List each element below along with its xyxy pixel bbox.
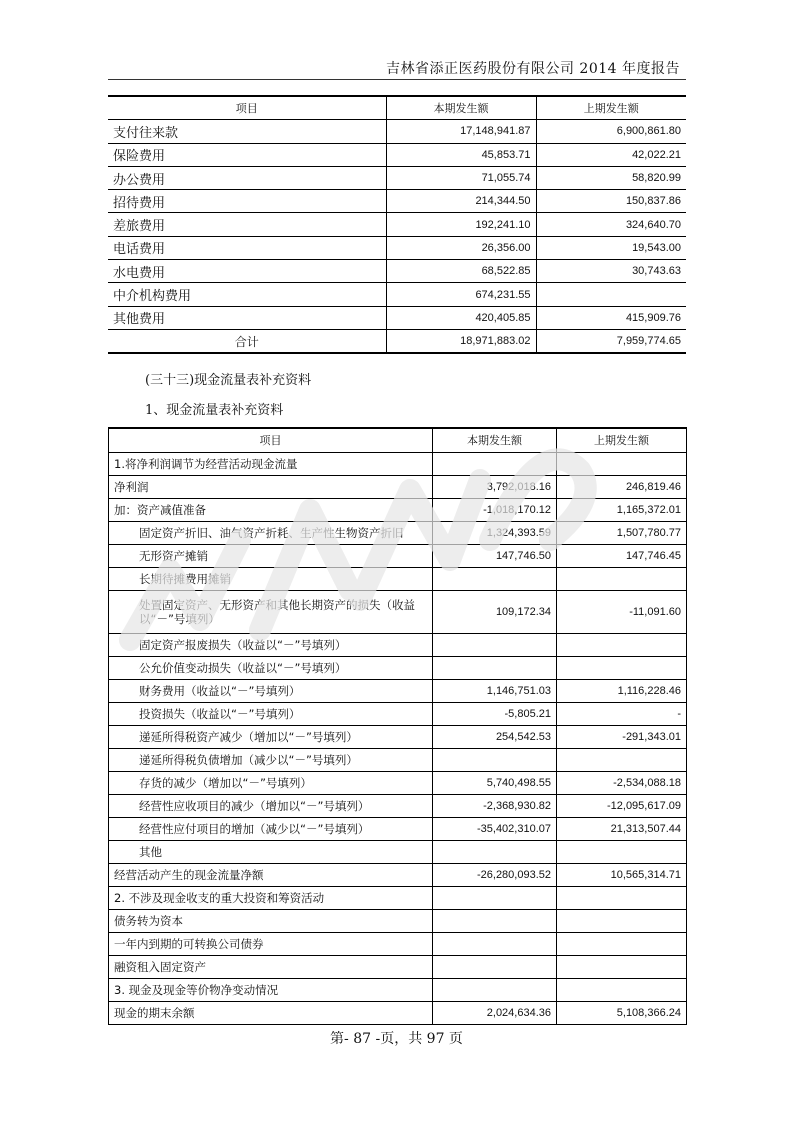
table-row	[109, 567, 687, 590]
row-current: 1,324,393.59	[433, 521, 557, 544]
cash-flow-supplement-table	[108, 427, 687, 1025]
row-label: 水电费用	[108, 260, 386, 283]
row-label: 经营性应收项目的减少（增加以“－”号填列）	[109, 794, 433, 817]
row-label: 2. 不涉及现金收支的重大投资和筹资活动	[109, 886, 433, 909]
row-previous: -2,534,088.18	[557, 771, 687, 794]
row-current: -5,805.21	[433, 702, 557, 725]
row-previous	[557, 955, 687, 978]
row-label: 固定资产报废损失（收益以“－”号填列）	[109, 633, 433, 656]
row-previous: 58,820.99	[536, 166, 686, 189]
row-previous	[557, 748, 687, 771]
row-label: 投资损失（收益以“－”号填列）	[109, 702, 433, 725]
row-current: 17,148,941.87	[386, 120, 536, 143]
row-previous	[536, 283, 686, 306]
row-label: 处置固定资产、无形资产和其他长期资产的损失（收益以“－”号填列）	[109, 590, 433, 633]
row-previous: 5,108,366.24	[557, 1001, 687, 1024]
row-current	[433, 748, 557, 771]
table-row	[108, 166, 686, 189]
row-previous	[557, 932, 687, 955]
row-current: 5,740,498.55	[433, 771, 557, 794]
row-label: 支付往来款	[108, 120, 386, 143]
row-previous: -11,091.60	[557, 590, 687, 633]
row-previous	[557, 886, 687, 909]
row-previous: -291,343.01	[557, 725, 687, 748]
row-current	[433, 840, 557, 863]
row-previous: 1,116,228.46	[557, 679, 687, 702]
table-header-row	[109, 428, 687, 452]
table-row	[109, 909, 687, 932]
row-label: 净利润	[109, 475, 433, 498]
row-label: 固定资产折旧、油气资产折耗、生产性生物资产折旧	[109, 521, 433, 544]
row-label: 招待费用	[108, 190, 386, 213]
table-row	[109, 817, 687, 840]
table-row	[109, 590, 687, 633]
row-previous: 324,640.70	[536, 213, 686, 236]
row-label: 一年内到期的可转换公司债券	[109, 932, 433, 955]
row-label: 递延所得税负债增加（减少以“－”号填列）	[109, 748, 433, 771]
row-label: 办公费用	[108, 166, 386, 189]
column-header-current: 本期发生额	[386, 96, 536, 120]
table-row	[109, 702, 687, 725]
table-row	[109, 633, 687, 656]
row-current	[433, 955, 557, 978]
table-row	[108, 143, 686, 166]
row-previous	[557, 567, 687, 590]
table-row	[109, 656, 687, 679]
column-header-current: 本期发生额	[433, 428, 557, 452]
row-previous	[557, 452, 687, 475]
row-current: -35,402,310.07	[433, 817, 557, 840]
row-current: 26,356.00	[386, 236, 536, 259]
total-current: 18,971,883.02	[386, 329, 536, 353]
row-label: 经营性应付项目的增加（减少以“－”号填列）	[109, 817, 433, 840]
table-row	[108, 236, 686, 259]
row-label: 公允价值变动损失（收益以“－”号填列）	[109, 656, 433, 679]
row-previous: -12,095,617.09	[557, 794, 687, 817]
row-current: 254,542.53	[433, 725, 557, 748]
row-label: 中介机构费用	[108, 283, 386, 306]
row-current	[433, 886, 557, 909]
table-row	[109, 679, 687, 702]
section-subtitle: 1、现金流量表补充资料	[145, 403, 284, 418]
table-row	[109, 840, 687, 863]
table-row	[109, 725, 687, 748]
table-row	[109, 771, 687, 794]
row-current: 3,792,018.16	[433, 475, 557, 498]
total-previous: 7,959,774.65	[536, 329, 686, 353]
report-header-title: 吉林省添正医药股份有限公司 2014 年度报告	[385, 61, 680, 77]
table-row	[109, 475, 687, 498]
row-current: 109,172.34	[433, 590, 557, 633]
column-header-previous: 上期发生额	[536, 96, 686, 120]
row-label: 存货的减少（增加以“－”号填列）	[109, 771, 433, 794]
table-row	[109, 544, 687, 567]
row-current	[433, 656, 557, 679]
row-current: 1,146,751.03	[433, 679, 557, 702]
row-current: 71,055.74	[386, 166, 536, 189]
total-label: 合计	[108, 329, 386, 353]
row-previous	[557, 909, 687, 932]
row-previous: 150,837.86	[536, 190, 686, 213]
row-label: 电话费用	[108, 236, 386, 259]
section-title: (三十三)现金流量表补充资料	[145, 373, 312, 388]
row-label: 1.将净利润调节为经营活动现金流量	[109, 452, 433, 475]
table-row	[109, 1001, 687, 1024]
row-previous: 246,819.46	[557, 475, 687, 498]
row-label: 递延所得税资产减少（增加以“－”号填列）	[109, 725, 433, 748]
row-previous: 147,746.45	[557, 544, 687, 567]
header-rule	[108, 79, 686, 80]
row-current	[433, 932, 557, 955]
table-row	[108, 190, 686, 213]
row-current: -1,018,170.12	[433, 498, 557, 521]
row-current: 68,522.85	[386, 260, 536, 283]
row-previous: 1,507,780.77	[557, 521, 687, 544]
row-previous	[557, 978, 687, 1001]
row-current: 674,231.55	[386, 283, 536, 306]
row-previous: 10,565,314.71	[557, 863, 687, 886]
row-label: 3. 现金及现金等价物净变动情况	[109, 978, 433, 1001]
row-label: 无形资产摊销	[109, 544, 433, 567]
table-header-row	[108, 96, 686, 120]
other-payments-table	[108, 95, 686, 354]
column-header-item: 项目	[108, 96, 386, 120]
row-label: 长期待摊费用摊销	[109, 567, 433, 590]
row-label: 融资租入固定资产	[109, 955, 433, 978]
table-row	[109, 863, 687, 886]
row-current: 420,405.85	[386, 306, 536, 329]
table-row	[108, 120, 686, 143]
row-current: 2,024,634.36	[433, 1001, 557, 1024]
table-row	[109, 932, 687, 955]
row-previous: 1,165,372.01	[557, 498, 687, 521]
table-row	[109, 521, 687, 544]
row-previous: -	[557, 702, 687, 725]
column-header-item: 项目	[109, 428, 433, 452]
row-label: 加：资产减值准备	[109, 498, 433, 521]
table-row	[109, 955, 687, 978]
row-current	[433, 452, 557, 475]
row-previous: 19,543.00	[536, 236, 686, 259]
table-row	[108, 213, 686, 236]
page-number: 第- 87 -页，共 97 页	[330, 1031, 463, 1047]
row-previous: 21,313,507.44	[557, 817, 687, 840]
row-previous	[557, 633, 687, 656]
table-row	[109, 452, 687, 475]
row-label: 差旅费用	[108, 213, 386, 236]
table-row	[109, 886, 687, 909]
row-current: 192,241.10	[386, 213, 536, 236]
row-current: 214,344.50	[386, 190, 536, 213]
row-label: 保险费用	[108, 143, 386, 166]
row-current: 147,746.50	[433, 544, 557, 567]
row-label: 其他费用	[108, 306, 386, 329]
table-row	[109, 498, 687, 521]
row-previous: 42,022.21	[536, 143, 686, 166]
row-previous: 6,900,861.80	[536, 120, 686, 143]
row-label: 财务费用（收益以“－”号填列）	[109, 679, 433, 702]
row-previous	[557, 840, 687, 863]
table-row	[108, 306, 686, 329]
row-current	[433, 978, 557, 1001]
row-previous	[557, 656, 687, 679]
row-label: 其他	[109, 840, 433, 863]
row-previous: 415,909.76	[536, 306, 686, 329]
table-row	[108, 260, 686, 283]
row-current: -2,368,930.82	[433, 794, 557, 817]
row-current: 45,853.71	[386, 143, 536, 166]
total-row	[108, 329, 686, 353]
row-current	[433, 633, 557, 656]
row-current	[433, 909, 557, 932]
table-row	[109, 978, 687, 1001]
column-header-previous: 上期发生额	[557, 428, 687, 452]
row-label: 现金的期末余额	[109, 1001, 433, 1024]
row-label: 债务转为资本	[109, 909, 433, 932]
table-row	[109, 748, 687, 771]
row-current	[433, 567, 557, 590]
table-row	[108, 283, 686, 306]
row-current: -26,280,093.52	[433, 863, 557, 886]
row-previous: 30,743.63	[536, 260, 686, 283]
row-label: 经营活动产生的现金流量净额	[109, 863, 433, 886]
table-row	[109, 794, 687, 817]
